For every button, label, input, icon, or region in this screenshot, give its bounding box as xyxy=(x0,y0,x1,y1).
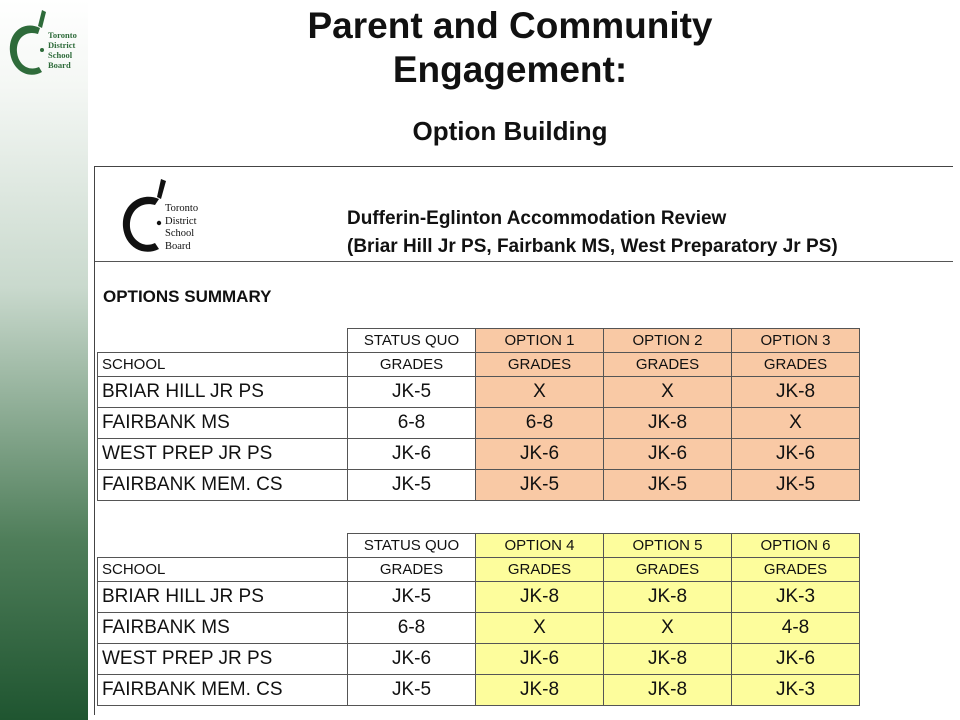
options-table-1-3 xyxy=(97,328,860,501)
options-summary-label: OPTIONS SUMMARY xyxy=(103,287,272,306)
school-cell: BRIAR HILL JR PS xyxy=(98,377,348,408)
grades-cell: X xyxy=(604,613,732,644)
table-row xyxy=(98,377,860,408)
table-row xyxy=(98,644,860,675)
grades-cell: JK-5 xyxy=(348,377,476,408)
column-header: GRADES xyxy=(476,353,604,377)
school-cell: FAIRBANK MS xyxy=(98,408,348,439)
grades-cell: X xyxy=(476,613,604,644)
grades-cell: JK-8 xyxy=(604,675,732,706)
table-sub-header-row xyxy=(98,558,860,582)
grades-cell: JK-6 xyxy=(732,644,860,675)
tdsb-logo-text: Toronto District School Board xyxy=(48,30,77,70)
table-row xyxy=(98,675,860,706)
school-cell: WEST PREP JR PS xyxy=(98,644,348,675)
school-cell: FAIRBANK MS xyxy=(98,613,348,644)
empty-cell xyxy=(98,329,348,353)
grades-cell: JK-6 xyxy=(604,439,732,470)
table-row xyxy=(98,613,860,644)
column-header: GRADES xyxy=(732,353,860,377)
table-row xyxy=(98,439,860,470)
table-row xyxy=(98,470,860,501)
table-top-header-row xyxy=(98,329,860,353)
school-cell: FAIRBANK MEM. CS xyxy=(98,470,348,501)
grades-cell: JK-6 xyxy=(476,644,604,675)
table-sub-header-row xyxy=(98,353,860,377)
grades-cell: JK-5 xyxy=(348,582,476,613)
empty-cell xyxy=(98,534,348,558)
column-header: OPTION 1 xyxy=(476,329,604,353)
school-cell: WEST PREP JR PS xyxy=(98,439,348,470)
tdsb-logo xyxy=(6,6,86,86)
grades-cell: JK-6 xyxy=(348,644,476,675)
grades-cell: JK-8 xyxy=(476,675,604,706)
grades-cell: X xyxy=(604,377,732,408)
column-header: STATUS QUO xyxy=(348,329,476,353)
grades-cell: JK-5 xyxy=(476,470,604,501)
grades-cell: JK-6 xyxy=(476,439,604,470)
slide-subtitle: Option Building xyxy=(412,116,608,146)
column-header: OPTION 4 xyxy=(476,534,604,558)
column-header: OPTION 3 xyxy=(732,329,860,353)
table-row xyxy=(98,582,860,613)
grades-cell: 4-8 xyxy=(732,613,860,644)
school-cell: FAIRBANK MEM. CS xyxy=(98,675,348,706)
school-cell: BRIAR HILL JR PS xyxy=(98,582,348,613)
grades-cell: JK-3 xyxy=(732,675,860,706)
grades-cell: JK-6 xyxy=(732,439,860,470)
grades-cell: X xyxy=(476,377,604,408)
review-title-line: Dufferin-Eglinton Accommodation Review xyxy=(347,208,727,229)
grades-cell: X xyxy=(732,408,860,439)
column-header: OPTION 5 xyxy=(604,534,732,558)
review-subtitle-line: (Briar Hill Jr PS, Fairbank MS, West Preparatory Jr PS) xyxy=(347,236,838,257)
column-header: SCHOOL xyxy=(98,353,348,377)
column-header: GRADES xyxy=(604,353,732,377)
review-title xyxy=(347,205,838,261)
grades-cell: JK-8 xyxy=(604,644,732,675)
sheet-logo xyxy=(115,173,215,259)
column-header: GRADES xyxy=(476,558,604,582)
grades-cell: JK-5 xyxy=(348,470,476,501)
column-header: OPTION 6 xyxy=(732,534,860,558)
slide-title: Parent and Community Engagement: xyxy=(307,5,713,90)
column-header: STATUS QUO xyxy=(348,534,476,558)
column-header: GRADES xyxy=(348,558,476,582)
grades-cell: JK-5 xyxy=(604,470,732,501)
grades-cell: JK-8 xyxy=(604,408,732,439)
grades-cell: JK-8 xyxy=(476,582,604,613)
column-header: GRADES xyxy=(348,353,476,377)
column-header: OPTION 2 xyxy=(604,329,732,353)
grades-cell: JK-5 xyxy=(732,470,860,501)
grades-cell: 6-8 xyxy=(348,613,476,644)
sheet-header xyxy=(95,167,953,262)
sheet-logo-text: Toronto District School Board xyxy=(165,203,199,252)
grades-cell: JK-3 xyxy=(732,582,860,613)
grades-cell: 6-8 xyxy=(476,408,604,439)
options-table-4-6 xyxy=(97,533,860,706)
side-gradient-strip xyxy=(0,0,88,720)
column-header: SCHOOL xyxy=(98,558,348,582)
column-header: GRADES xyxy=(604,558,732,582)
options-summary-sheet xyxy=(94,166,953,715)
table-row xyxy=(98,408,860,439)
grades-cell: JK-8 xyxy=(732,377,860,408)
grades-cell: JK-8 xyxy=(604,582,732,613)
grades-cell: JK-5 xyxy=(348,675,476,706)
table-top-header-row xyxy=(98,534,860,558)
grades-cell: JK-6 xyxy=(348,439,476,470)
column-header: GRADES xyxy=(732,558,860,582)
grades-cell: 6-8 xyxy=(348,408,476,439)
